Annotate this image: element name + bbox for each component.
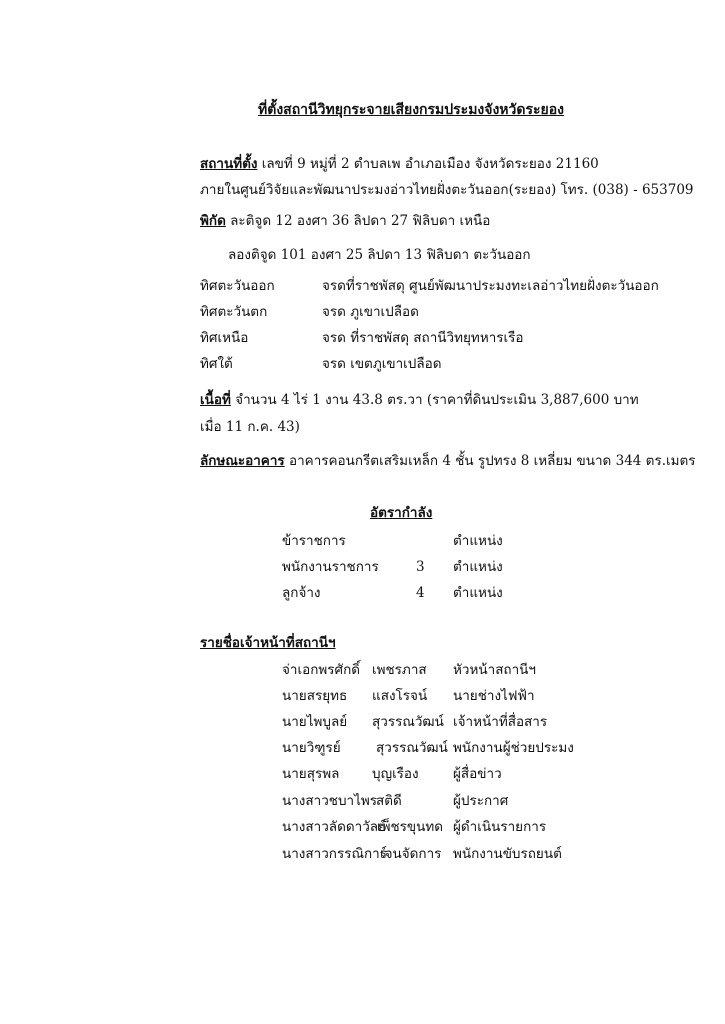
staff-first-name: นางสาวกรรณิการ์: [282, 846, 388, 862]
staff-role: ผู้ดำเนินรายการ: [453, 819, 547, 835]
location-line-2: ภายในศูนย์วิจัยและพัฒนาประมงอ่าวไทยฝั่งตะวันออก(ระยอง) โทร. (038) - 653709: [200, 182, 694, 198]
direction-south-label: ทิศใต้: [200, 356, 233, 372]
staffing-heading: อัตรากำลัง: [370, 505, 433, 521]
staff-role: เจ้าหน้าที่สื่อสาร: [453, 714, 548, 730]
staffing-row-count: 3: [416, 559, 425, 575]
staffing-row-label: ลูกจ้าง: [282, 585, 321, 601]
staffing-row-unit: ตำแหน่ง: [453, 585, 503, 601]
direction-north-label: ทิศเหนือ: [200, 330, 249, 346]
direction-south-desc: จรด เขตภูเขาเปลือด: [322, 356, 442, 372]
staff-role: พนักงานขับรถยนต์: [453, 846, 562, 862]
staffing-row-unit: ตำแหน่ง: [453, 559, 503, 575]
location-heading: สถานที่ตั้ง: [200, 156, 258, 172]
staff-role: พนักงานผู้ช่วยประมง: [453, 740, 574, 756]
building-heading: ลักษณะอาคาร: [200, 453, 285, 469]
direction-west-desc: จรด ภูเขาเปลือด: [322, 304, 419, 320]
staff-first-name: นายไพบูลย์: [282, 714, 348, 730]
page-title: ที่ตั้งสถานีวิทยุกระจายเสียงกรมประมงจังหวัดระยอง: [258, 102, 564, 118]
staff-last-name: เพ็ชรขุนทด: [377, 819, 444, 835]
staff-first-name: นายสรยุทธ: [282, 688, 348, 704]
coordinates-heading: พิกัด: [200, 213, 226, 229]
direction-north-desc: จรด ที่ราชพัสดุ สถานีวิทยุทหารเรือ: [322, 330, 524, 346]
staffing-row-label: ข้าราชการ: [282, 533, 346, 549]
latitude-text: ละติจูด 12 องศา 36 ลิปดา 27 ฟิลิบดา เหนือ: [230, 213, 491, 229]
staff-last-name: แสงโรจน์: [372, 688, 428, 704]
location-address: เลขที่ 9 หมู่ที่ 2 ตำบลเพ อำเภอเมือง จังหวัดระยอง 21160: [261, 156, 599, 172]
staff-first-name: นางสาวลัดดาวัลย์: [282, 819, 386, 835]
location-line-1: [200, 155, 599, 173]
direction-east-label: ทิศตะวันออก: [200, 278, 275, 294]
area-line-1: [200, 391, 639, 409]
staff-last-name: เพชรภาส: [372, 662, 427, 678]
staffing-row-label: พนักงานราชการ: [282, 559, 379, 575]
direction-east-desc: จรดที่ราชพัสดุ ศูนย์พัฒนาประมงทะเลอ่าวไทยฝั่งตะวันออก: [322, 278, 659, 294]
staff-first-name: จ่าเอกพรศักดิ์: [282, 662, 361, 678]
staff-last-name: สุวรรณวัฒน์: [376, 740, 448, 756]
direction-west-label: ทิศตะวันตก: [200, 304, 268, 320]
staff-first-name: นายวิฑูรย์: [282, 740, 341, 756]
building-line: [200, 452, 696, 470]
staff-list-heading: รายชื่อเจ้าหน้าที่สถานีฯ: [200, 635, 336, 651]
area-text: จำนวน 4 ไร่ 1 งาน 43.8 ตร.วา (ราคาที่ดินประเมิน 3,887,600 บาท: [235, 392, 639, 408]
staff-first-name: นางสาวชบาไพร: [282, 793, 378, 809]
longitude-text: ลองติจูด 101 องศา 25 ลิปดา 13 ฟิลิบดา ตะวันออก: [228, 247, 531, 263]
area-line-2: เมื่อ 11 ก.ค. 43): [200, 419, 300, 435]
staff-last-name: บุญเรือง: [372, 766, 419, 782]
staff-role: ผู้ประกาศ: [453, 793, 509, 809]
staff-role: ผู้สื่อข่าว: [453, 766, 502, 782]
staffing-row-unit: ตำแหน่ง: [453, 533, 503, 549]
staff-role: นายช่างไฟฟ้า: [453, 688, 535, 704]
coordinates-latitude-line: [200, 212, 490, 230]
area-heading: เนื้อที่: [200, 392, 231, 408]
staff-last-name: สติดี: [376, 793, 402, 809]
staffing-row-count: 4: [416, 585, 425, 601]
staff-first-name: นายสุรพล: [282, 766, 340, 782]
building-text: อาคารคอนกรีตเสริมเหล็ก 4 ชั้น รูปทรง 8 เหลี่ยม ขนาด 344 ตร.เมตร: [288, 453, 696, 469]
staff-last-name: สุวรรณวัฒน์: [372, 714, 444, 730]
staff-last-name: เจนจัดการ: [380, 846, 442, 862]
staff-role: หัวหน้าสถานีฯ: [453, 662, 536, 678]
